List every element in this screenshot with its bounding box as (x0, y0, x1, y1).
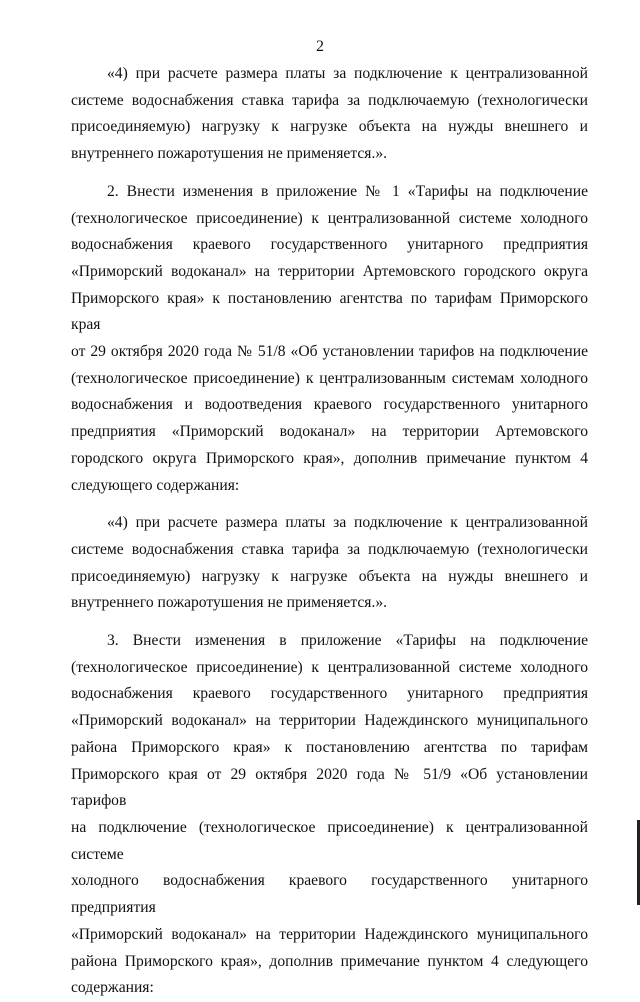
text-line: внутреннего пожаротушения не применяется.». (71, 145, 388, 163)
text-line: следующего содержания: (71, 476, 240, 494)
text-line: присоединяемую) нагрузку к нагрузке объекта на нужды внешнего и (71, 567, 588, 585)
text-line: «Приморский водоканал» на территории Надеждинского муниципального (71, 712, 588, 730)
text-line: водоснабжения и водоотведения краевого государственного унитарного (71, 396, 588, 414)
text-line: «Приморский водоканал» на территории Надеждинского муниципального (71, 925, 588, 943)
paragraph (71, 179, 588, 499)
document-body (71, 61, 588, 1002)
text-line: «4) при расчете размера платы за подключение к централизованной (107, 514, 588, 532)
text-line: городского округа Приморского края», дополнив примечание пунктом 4 (71, 449, 588, 467)
text-line: системе водоснабжения ставка тарифа за подключаемую (технологически (71, 540, 588, 558)
text-line: «4) при расчете размера платы за подключение к централизованной (107, 65, 588, 82)
text-line: холодного водоснабжения краевого государственного унитарного предприятия (71, 872, 588, 917)
page-number: 2 (316, 38, 324, 55)
paragraph-gap (71, 617, 588, 628)
text-line: 3. Внести изменения в приложение «Тарифы на подключение (107, 632, 588, 650)
text-line: от 29 октября 2020 года № 51/8 «Об установлении тарифов на подключение (71, 343, 588, 361)
text-line: района Приморского края», дополнив примечание пунктом 4 следующего (71, 952, 588, 970)
text-line: водоснабжения краевого государственного унитарного предприятия (71, 685, 588, 703)
text-line: системе водоснабжения ставка тарифа за подключаемую (технологически (71, 91, 588, 109)
text-line: (технологическое присоединение) к централизованной системе холодного (71, 209, 588, 227)
paragraph (71, 510, 588, 617)
text-line: (технологическое присоединение) к централизованной системе холодного (71, 658, 588, 676)
text-line: «Приморский водоканал» на территории Артемовского городского округа (71, 262, 588, 280)
text-line: района Приморского края» к постановлению агентства по тарифам (71, 738, 588, 756)
text-line: Приморского края» к постановлению агентства по тарифам Приморского края (71, 289, 588, 334)
text-line: 2. Внести изменения в приложение № 1 «Тарифы на подключение (107, 182, 588, 200)
text-line: на подключение (технологическое присоединение) к централизованной системе (71, 818, 588, 863)
text-line: предприятия «Приморский водоканал» на территории Артемовского (71, 423, 588, 441)
paragraph (71, 61, 588, 168)
text-line: присоединяемую) нагрузку к нагрузке объекта на нужды внешнего и (71, 118, 588, 136)
text-line: (технологическое присоединение) к централизованным системам холодного (71, 369, 588, 387)
text-line: водоснабжения краевого государственного унитарного предприятия (71, 236, 588, 254)
paragraph-gap (71, 168, 588, 179)
text-line: Приморского края от 29 октября 2020 года № 51/9 «Об установлении тарифов (71, 765, 588, 810)
paragraph (71, 628, 588, 1002)
text-line: содержания: (71, 979, 154, 997)
text-line: внутреннего пожаротушения не применяется.». (71, 594, 388, 612)
paragraph-gap (71, 499, 588, 510)
